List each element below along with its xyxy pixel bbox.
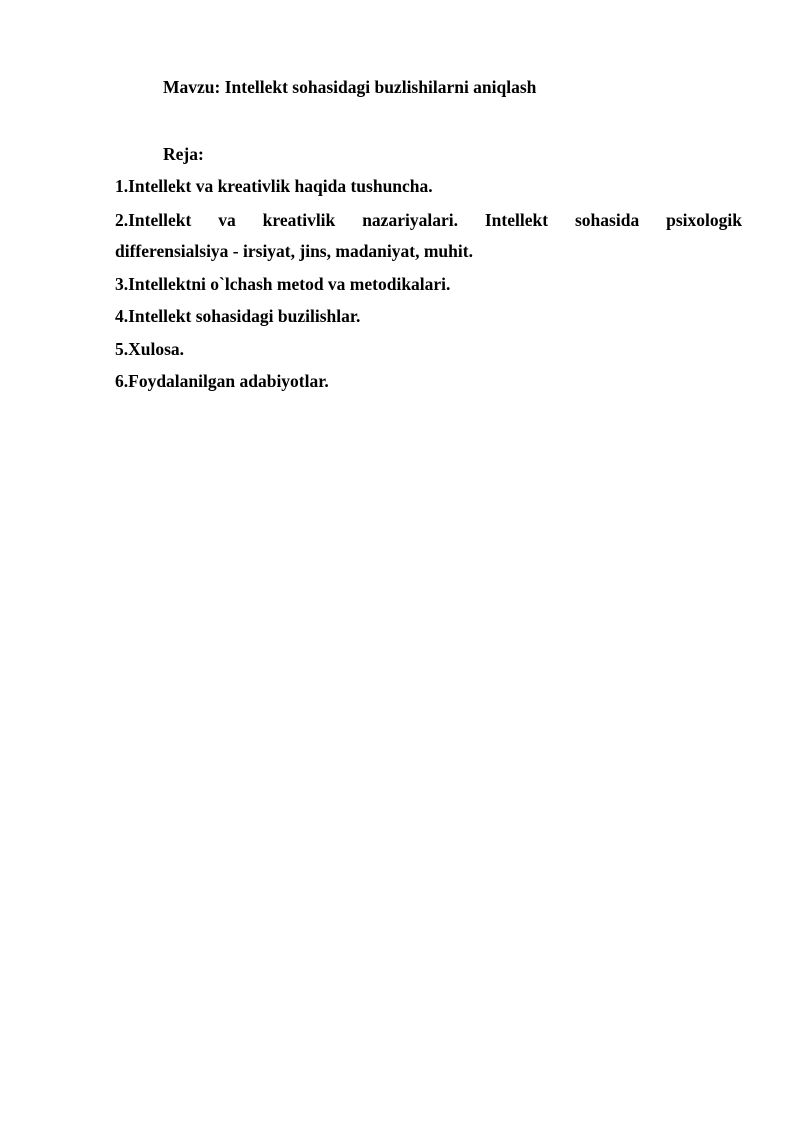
plan-item-2-word: nazariyalari.: [362, 210, 458, 230]
plan-item-2-word: Intellekt: [484, 210, 549, 230]
plan-item-2-word: va: [218, 210, 236, 230]
plan-item-6: 6.Foydalanilgan adabiyotlar.: [115, 371, 329, 391]
plan-item-1: 1.Intellekt va kreativlik haqida tushuncha.: [115, 176, 433, 196]
plan-item-2-word: sohasida: [575, 210, 640, 230]
plan-item-5: 5.Xulosa.: [115, 339, 185, 359]
plan-item-4: 4.Intellekt sohasidagi buzilishlar.: [115, 306, 361, 326]
plan-item-2-word: psixologik: [666, 210, 742, 230]
plan-item-2-line-1: [115, 209, 742, 231]
plan-item-2-word: 2.Intellekt: [115, 210, 192, 230]
plan-heading: Reja:: [163, 144, 204, 164]
plan-item-3: 3.Intellektni o`lchash metod va metodikalari.: [115, 274, 451, 294]
page-title: Mavzu: Intellekt sohasidagi buzlishilarni aniqlash: [163, 77, 537, 97]
plan-item-2-line-2: differensialsiya - irsiyat, jins, madaniyat, muhit.: [115, 241, 473, 261]
plan-item-2-word: kreativlik: [262, 210, 336, 230]
